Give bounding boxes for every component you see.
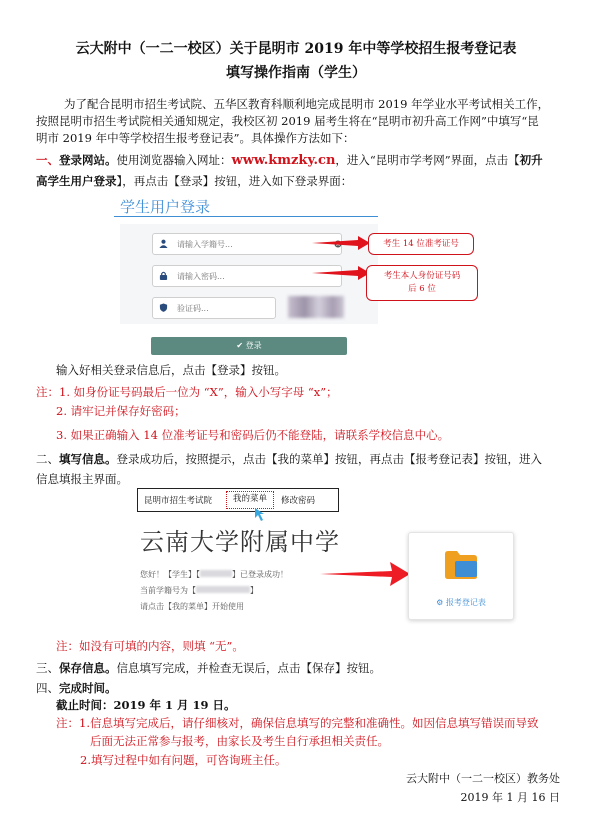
document-title: 云大附中（一二一校区）关于昆明市 2019 年中等学校招生报考登记表 — [75, 41, 517, 57]
step3-text: 信息填写完成，并检查无误后，点击【保存】按钮。 — [116, 661, 381, 675]
check-icon: ✔ — [236, 341, 246, 350]
login-link-part1: 初升 — [519, 153, 543, 167]
step2-number: 二、 — [36, 452, 59, 466]
note1-item-2: 2. 请牢记并保存好密码； — [56, 404, 186, 418]
captcha-image[interactable] — [288, 296, 344, 318]
site-url[interactable]: www.kmzky.cn — [231, 153, 336, 168]
pointer-icon — [252, 508, 266, 522]
captcha-placeholder: 验证码... — [177, 304, 209, 313]
folder-icon — [443, 549, 479, 581]
step2-text: 登录成功后，按照提示，点击【我的菜单】按钮，再点击【报考登记表】按钮，进入 — [116, 452, 542, 466]
login-button-label: 登录 — [245, 341, 262, 350]
menu-my-menu[interactable]: 我的菜单 — [226, 491, 274, 509]
card-gear-icon: ⚙ — [436, 598, 446, 607]
lock-icon — [159, 271, 168, 280]
user-icon — [159, 239, 168, 248]
welcome-text-a: 您好！【学生】【 — [140, 570, 200, 579]
menu-exam-institute[interactable]: 昆明市招生考试院 — [144, 496, 213, 506]
note2: 注：如没有可填的内容，则填 “无”。 — [56, 639, 244, 653]
arrow-to-callout-1-icon — [310, 234, 372, 252]
step4-line — [36, 680, 561, 697]
portal-menu-bar — [137, 488, 339, 512]
intro-line-1: 为了配合昆明市招生考试院、五华区教育科顺利地完成昆明市 2019 年学业水平考试相关工作， — [64, 97, 550, 111]
login-title: 学生用户登录 — [120, 198, 211, 216]
intro-line-2: 按照昆明市招生考试院相关通知规定，我校区初 2019 届考生将在“昆明市初升高工作网”中填写“昆 — [36, 114, 539, 128]
card-label-text: 报考登记表 — [445, 598, 486, 607]
step1-text: 使用浏览器输入网址： — [116, 153, 232, 167]
callout-id-line2: 后 6 位 — [408, 284, 436, 294]
step3-line — [36, 660, 561, 677]
note3-line-1 — [56, 715, 581, 732]
registration-form-card[interactable] — [408, 532, 514, 620]
account-text: 当前学籍号为【 — [140, 586, 196, 595]
deadline: 截止时间：2019 年 1 月 19 日。 — [56, 698, 236, 712]
menu-change-password[interactable]: 修改密码 — [281, 496, 316, 506]
account-line: 当前学籍号为【 】 — [140, 586, 258, 595]
step1-text-c: 】，再点击【登录】按钮，进入如下登录界面： — [116, 174, 353, 188]
login-title-underline — [114, 216, 378, 217]
step1-heading: 登录网站。 — [59, 153, 117, 167]
password-placeholder: 请输入密码... — [177, 272, 225, 281]
issue-date: 2019 年 1 月 16 日 — [460, 791, 560, 804]
callout-id-line1: 考生本人身份证号码 — [383, 271, 461, 281]
captcha-input[interactable] — [152, 297, 276, 319]
shield-icon — [159, 303, 168, 312]
start-hint: 请点击【我的菜单】开始使用 — [140, 602, 244, 611]
step4-heading: 完成时间。 — [59, 681, 117, 695]
step2-line — [36, 451, 561, 468]
step3-number: 三、 — [36, 661, 59, 675]
intro-line-3: 明市 2019 年中等学校招生报考登记表”。具体操作方法如下： — [36, 131, 355, 145]
note3-item-1b: 后面无法正常参与报考，由家长及考生自行承担相关责任。 — [90, 734, 389, 748]
login-button[interactable] — [151, 337, 347, 355]
step1-text-b: ，进入“昆明市学考网”界面，点击【 — [335, 153, 520, 167]
card-label — [409, 597, 513, 608]
step2-line-2: 信息填报主界面。 — [36, 472, 128, 486]
signature: 云大附中（一二一校区）教务处 — [406, 772, 560, 785]
after-login-text: 输入好相关登录信息后，点击【登录】按钮。 — [56, 363, 286, 377]
callout-exam-number: 考生 14 位准考证号 — [368, 233, 474, 255]
school-name: 云南大学附属中学 — [140, 528, 340, 556]
callout-id-number — [366, 265, 478, 301]
document-subtitle: 填写操作指南（学生） — [226, 65, 366, 81]
note1-line-1 — [36, 384, 561, 401]
note3-label: 注： — [56, 716, 79, 730]
login-link-part2: 高学生用户登录 — [36, 174, 117, 188]
step4-number: 四、 — [36, 681, 59, 695]
note1-label: 注： — [36, 385, 59, 399]
note1-item-1: 1. 如身份证号码最后一位为 “X”，输入小写字母 “x”； — [59, 385, 338, 399]
note3-item-2: 2.填写过程中如有问题，可咨询班主任。 — [80, 753, 287, 767]
note1-item-3: 3. 如果正确输入 14 位准考证号和密码后仍不能登陆，请联系学校信息中心。 — [56, 428, 450, 442]
step1-line — [36, 152, 561, 169]
step3-heading: 保存信息。 — [59, 661, 117, 675]
step1-line-2 — [36, 173, 561, 190]
welcome-line — [140, 569, 288, 580]
redacted-account — [196, 586, 250, 593]
arrow-to-callout-2-icon — [310, 264, 372, 282]
big-arrow-icon — [318, 560, 412, 588]
note3-item-1a: 1.信息填写完成后，请仔细核对，确保信息填写的完整和准确性。如因信息填写错误而导致 — [79, 716, 539, 730]
step1-number: 一、 — [36, 153, 59, 167]
welcome-text-b: 】已登录成功！ — [232, 570, 288, 579]
student-id-placeholder: 请输入学籍号... — [177, 240, 233, 249]
redacted-name — [200, 570, 232, 577]
step2-heading: 填写信息。 — [59, 452, 117, 466]
